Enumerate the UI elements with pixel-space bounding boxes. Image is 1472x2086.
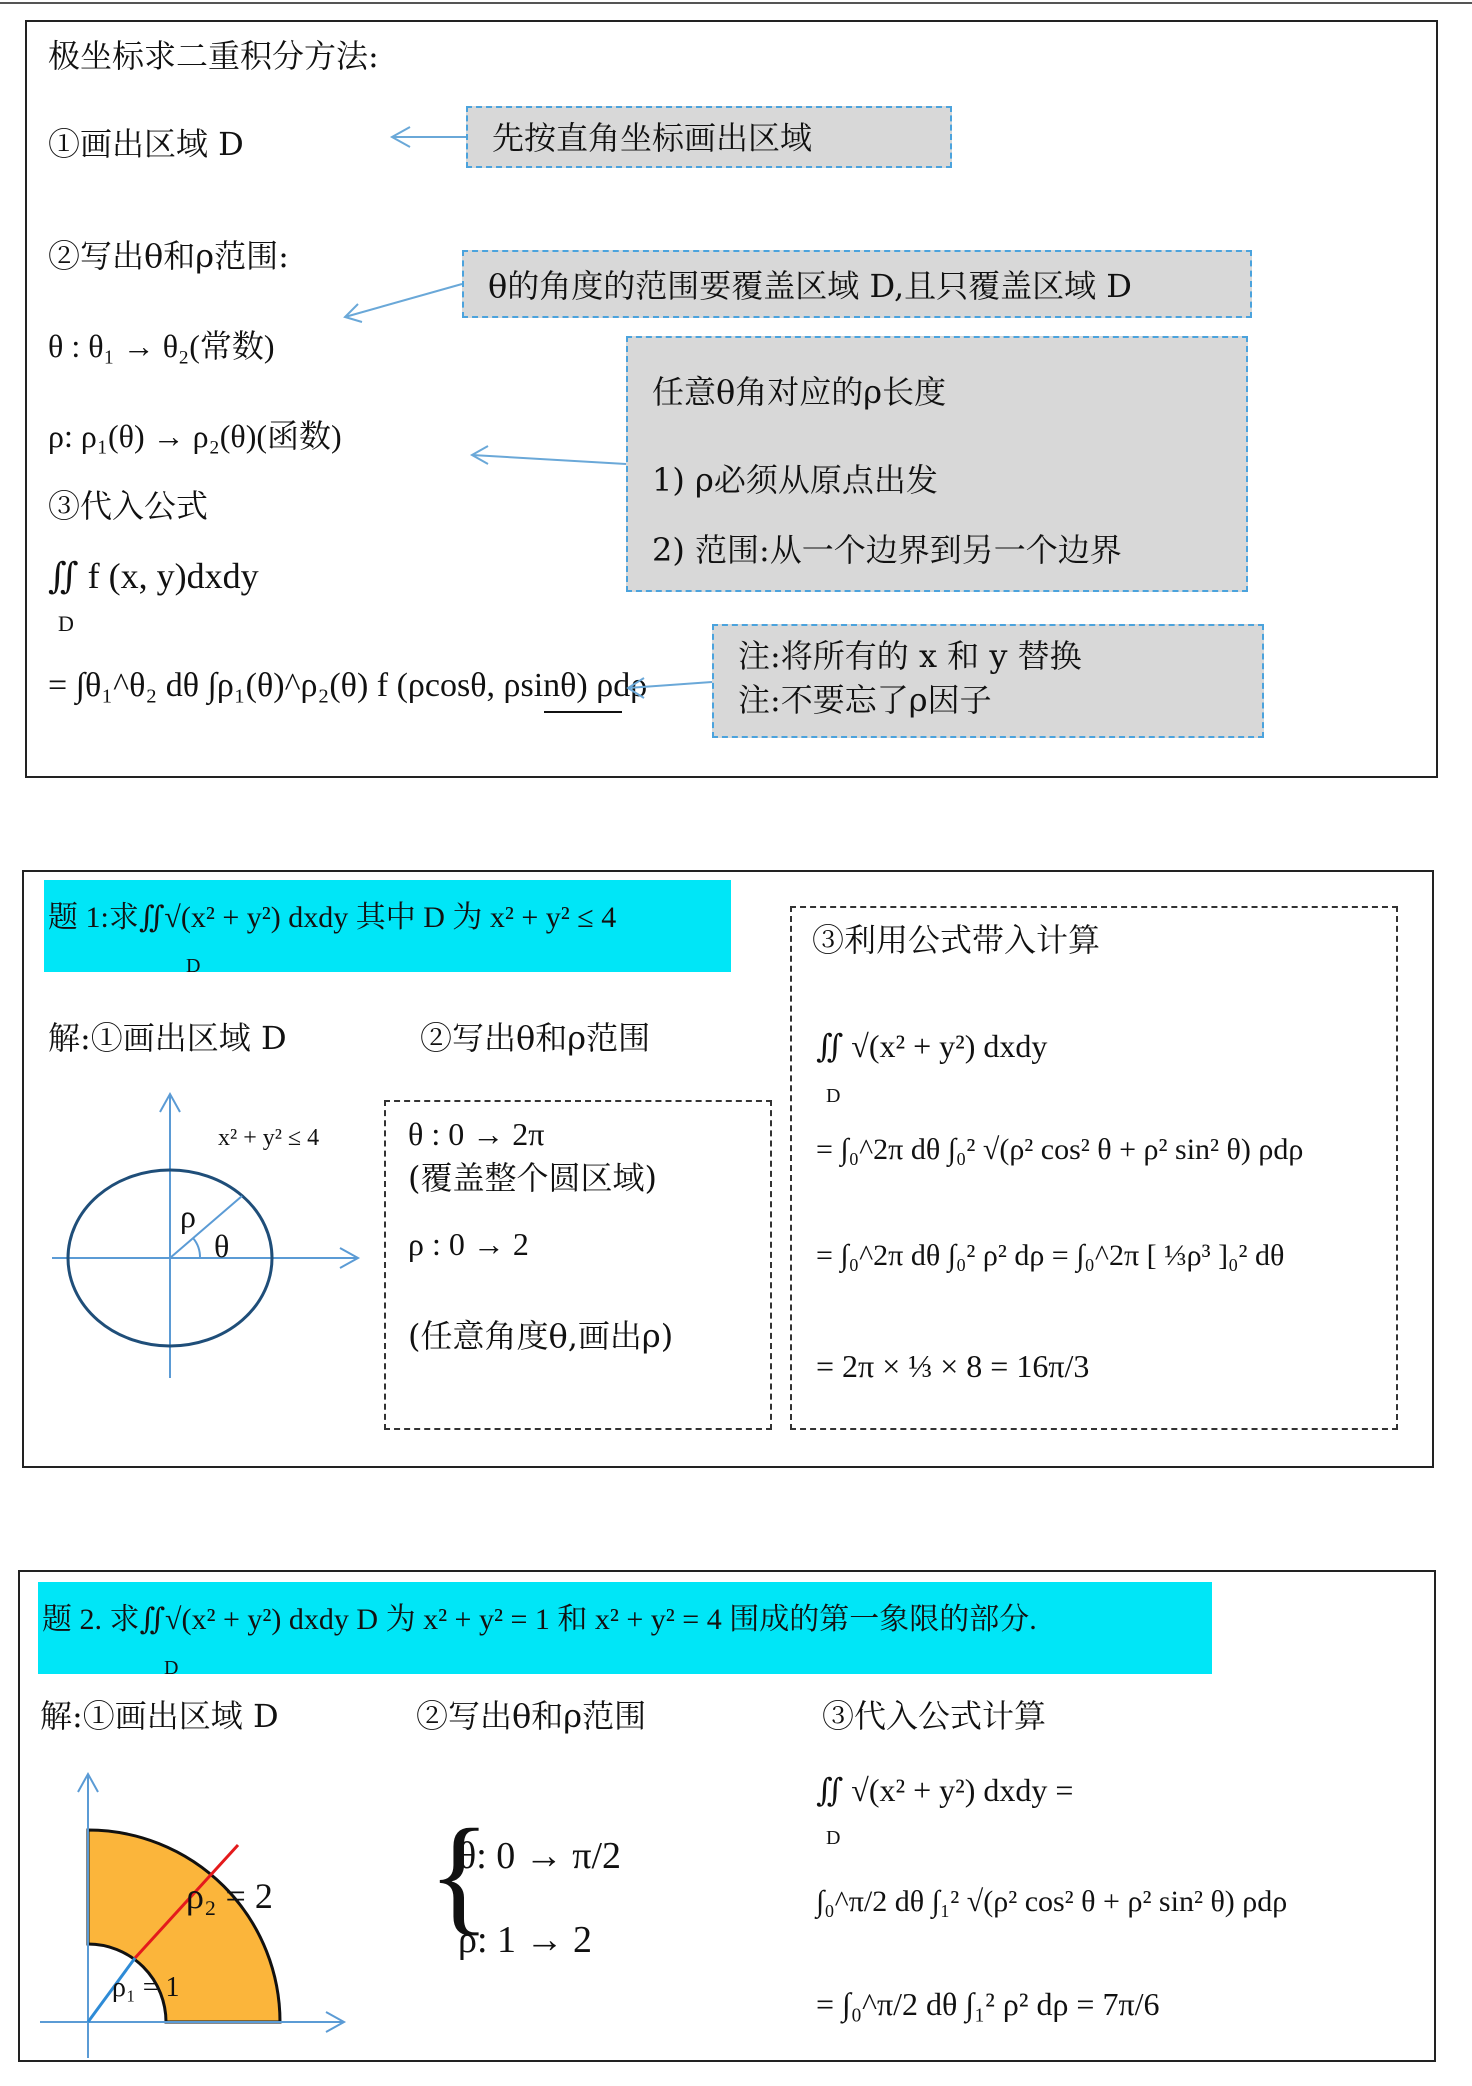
method-title: 极坐标求二重积分方法: <box>48 37 379 75</box>
problem2-rho2-label: ρ₂ = 2 <box>186 1876 273 1916</box>
method-formula: = ∫θ₁^θ₂ dθ ∫ρ₁(θ)^ρ₂(θ) f (ρcosθ, ρsinθ) ρdρ <box>48 667 648 704</box>
problem1-calc-line3: = ∫₀^2π dθ ∫₀² ρ² dρ = ∫₀^2π [ ⅓ρ³ ]₀² dθ <box>816 1239 1285 1272</box>
problem1-calc-line4: = 2π × ⅓ × 8 = 16π/3 <box>816 1348 1090 1384</box>
problem1-theta-range: θ : 0 → 2π <box>408 1116 545 1152</box>
problem1-calc-line2: = ∫₀^2π dθ ∫₀² √(ρ² cos² θ + ρ² sin² θ) ρdρ <box>816 1133 1304 1166</box>
problem2-solve-step1: 解:①画出区域 D <box>40 1697 279 1735</box>
problem1-calc-line1: ∬ √(x² + y²) dxdy <box>816 1028 1048 1064</box>
problem2-calc-line3: = ∫₀^π/2 dθ ∫₁² ρ² dρ = 7π/6 <box>816 1986 1160 2022</box>
problem2-rho-range: ρ: 1 → 2 <box>458 1919 593 1961</box>
method-integral-text: ∬ f (x, y)dxdy <box>48 556 259 596</box>
note-replace-xy: 注:将所有的 x 和 y 替换 <box>738 637 1082 675</box>
problem2-calc-line2: ∫₀^π/2 dθ ∫₁² √(ρ² cos² θ + ρ² sin² θ) ρdρ <box>816 1885 1288 1918</box>
problem2-calc-line1: ∬ √(x² + y²) dxdy = <box>816 1772 1074 1808</box>
hint-draw-region-text: 先按直角坐标画出区域 <box>492 119 813 157</box>
problem1-title: 题 1:求∬√(x² + y²) dxdy 其中 D 为 x² + y² ≤ 4 <box>48 901 617 934</box>
problem1-theta-label: θ <box>214 1228 230 1264</box>
problem2-theta-range: θ: 0 → π/2 <box>458 1835 622 1877</box>
problem1-rho-label: ρ <box>180 1198 196 1234</box>
note-rho-factor: 注:不要忘了ρ因子 <box>738 681 992 719</box>
problem1-solve-step1: 解:①画出区域 D <box>48 1019 287 1057</box>
problem1-cover-note: (覆盖整个圆区域) <box>408 1159 657 1197</box>
hint-rho-length-title: 任意θ角对应的ρ长度 <box>652 373 947 411</box>
problem1-title-sub: D <box>186 955 201 977</box>
method-theta-range: θ : θ₁ → θ₂(常数) <box>48 328 275 364</box>
problem2-brace: { <box>428 1803 491 1947</box>
problem2-title-sub: D <box>164 1657 179 1679</box>
method-integral-sub: D <box>58 611 74 636</box>
problem2-rho1-label: ρ₁ = 1 <box>112 1972 180 2003</box>
hint-theta-cover-text: θ的角度的范围要覆盖区域 D,且只覆盖区域 D <box>488 267 1132 305</box>
problem1-calc-line1-sub: D <box>826 1085 841 1107</box>
problem1-rho-range: ρ : 0 → 2 <box>408 1226 529 1262</box>
problem2-step2: ②写出θ和ρ范围 <box>416 1697 647 1735</box>
problem1-step2: ②写出θ和ρ范围 <box>420 1019 651 1057</box>
problem1-step3: ③利用公式带入计算 <box>812 921 1101 959</box>
problem2-step3: ③代入公式计算 <box>822 1697 1047 1735</box>
hint-rho-item2: 2) 范围:从一个边界到另一个边界 <box>652 531 1122 569</box>
problem1-circle-label: x² + y² ≤ 4 <box>218 1125 320 1151</box>
method-step2: ②写出θ和ρ范围: <box>48 237 289 275</box>
method-rho-range: ρ: ρ₁(θ) → ρ₂(θ)(函数) <box>48 418 342 454</box>
problem2-title: 题 2. 求∬√(x² + y²) dxdy D 为 x² + y² = 1 和 x² + y² = 4 围成的第一象限的部分. <box>42 1603 1037 1636</box>
problem1-any-angle-note: (任意角度θ,画出ρ) <box>408 1317 674 1355</box>
hint-rho-item1: 1) ρ必须从原点出发 <box>652 461 938 499</box>
method-step1: ①画出区域 D <box>48 125 244 163</box>
method-step3: ③代入公式 <box>48 487 209 525</box>
problem2-calc-line1-sub: D <box>826 1827 841 1849</box>
